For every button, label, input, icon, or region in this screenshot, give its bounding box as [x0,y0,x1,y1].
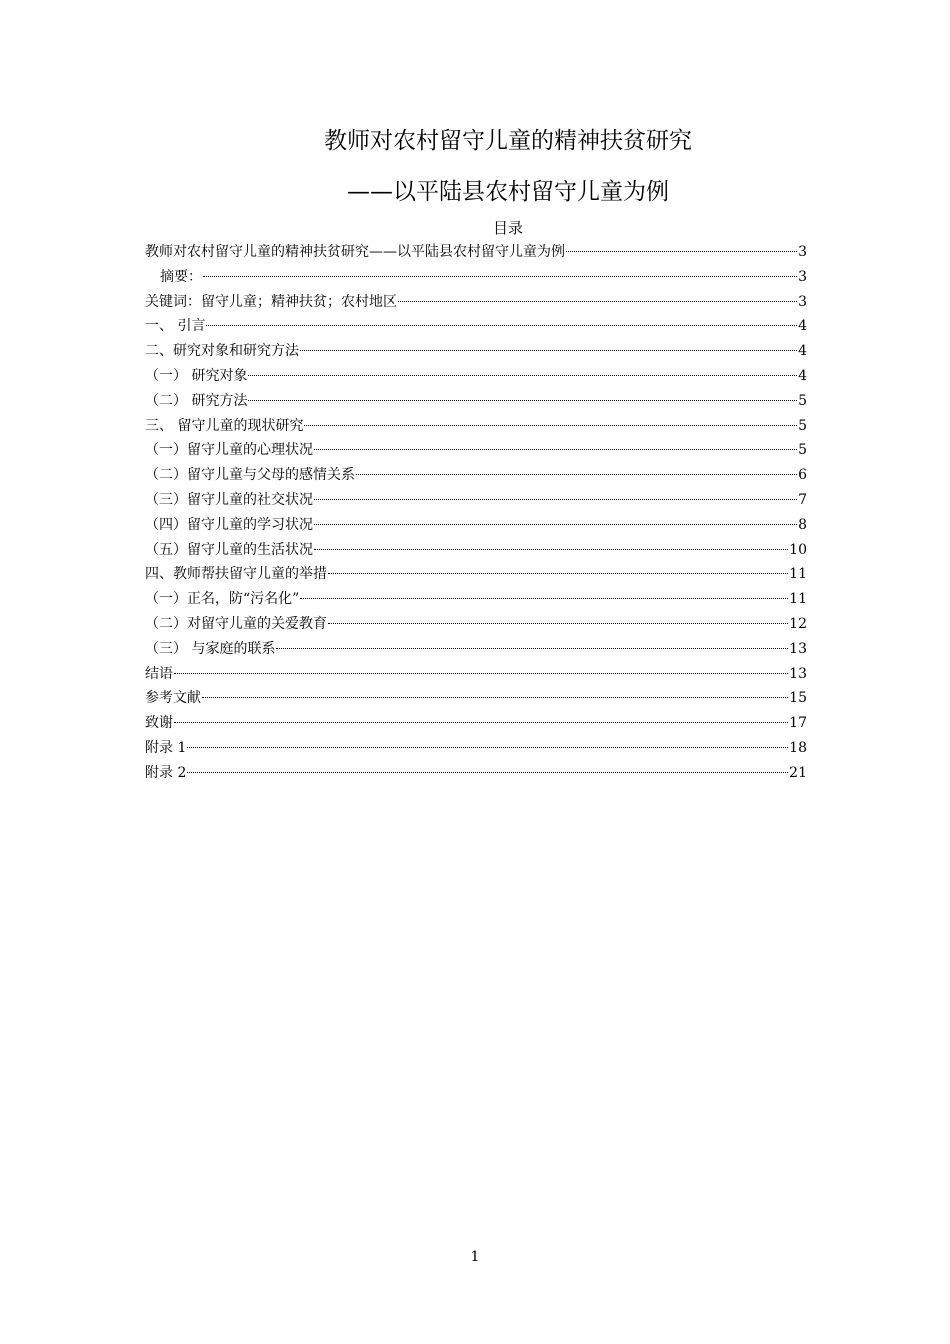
toc-dot-leader [300,598,788,599]
page-number: 1 [470,1249,480,1265]
document-title: 教师对农村留守儿童的精神扶贫研究 [324,128,692,154]
toc-dot-leader [314,499,797,500]
toc-entry-page: 13 [789,665,807,682]
toc-entry[interactable] [145,587,807,612]
document-subtitle: ——以平陆县农村留守儿童为例 [347,179,669,205]
toc-entry[interactable] [145,488,807,513]
toc-dot-leader [174,673,788,674]
toc-dot-leader [187,772,788,773]
toc-entry-page: 5 [798,442,807,459]
toc-entry-label: （一）留守儿童的心理状况 [145,442,313,459]
toc-entry-page: 4 [798,343,807,360]
toc-dot-leader [187,747,788,748]
table-of-contents [145,240,807,786]
toc-entry-label: 四、教师帮扶留守儿童的举措 [145,566,327,583]
toc-entry[interactable] [145,414,807,439]
toc-entry-page: 21 [789,764,807,781]
toc-entry-page: 7 [798,491,807,508]
toc-entry[interactable] [145,438,807,463]
toc-entry-page: 5 [798,417,807,434]
toc-entry-page: 11 [789,566,807,583]
toc-dot-leader [314,549,788,550]
toc-entry[interactable] [145,290,807,315]
toc-entry-page: 5 [798,392,807,409]
toc-entry-page: 3 [798,293,807,310]
toc-entry-label: 教师对农村留守儿童的精神扶贫研究——以平陆县农村留守儿童为例 [145,244,565,260]
toc-entry-label: 一、 引言 [145,318,206,335]
toc-dot-leader [248,400,797,401]
toc-entry-label: 结语 [145,665,173,682]
toc-heading: 目录 [492,219,523,237]
toc-dot-leader [203,276,797,277]
toc-entry-page: 8 [798,516,807,533]
toc-dot-leader [314,449,797,450]
toc-dot-leader [202,697,788,698]
toc-entry-label: 关键词：留守儿童；精神扶贫；农村地区 [145,293,397,310]
toc-dot-leader [276,648,788,649]
toc-entry[interactable] [145,711,807,736]
toc-entry-label: 二、研究对象和研究方法 [145,343,299,360]
toc-dot-leader [248,375,797,376]
toc-entry-label: （四）留守儿童的学习状况 [145,516,313,533]
toc-entry-label: 三、 留守儿童的现状研究 [145,417,304,434]
toc-entry[interactable] [145,736,807,761]
toc-entry-label: （三）留守儿童的社交状况 [145,491,313,508]
toc-entry-page: 15 [789,690,807,707]
toc-entry[interactable] [145,612,807,637]
toc-entry-label: 致谢 [145,715,173,732]
toc-entry[interactable] [145,314,807,339]
toc-entry[interactable] [145,339,807,364]
toc-entry-label: （一）正名，防“污名化” [145,591,300,608]
toc-dot-leader [398,301,797,302]
toc-entry-page: 4 [798,318,807,335]
toc-entry-page: 13 [789,640,807,657]
toc-entry-label: （三） 与家庭的联系 [145,640,276,657]
toc-entry-page: 11 [789,591,807,608]
toc-entry[interactable] [145,240,807,265]
toc-entry[interactable] [145,761,807,786]
toc-entry[interactable] [145,463,807,488]
toc-entry-page: 3 [798,244,807,260]
toc-entry-label: 附录 2 [145,764,187,781]
toc-dot-leader [314,524,797,525]
toc-dot-leader [304,425,797,426]
toc-entry-page: 4 [798,367,807,384]
toc-entry[interactable] [145,389,807,414]
toc-dot-leader [174,722,788,723]
toc-entry-label: （一） 研究对象 [145,367,248,384]
toc-entry[interactable] [145,364,807,389]
toc-entry[interactable] [145,538,807,563]
toc-entry-label: （二） 研究方法 [145,392,248,409]
toc-entry-page: 18 [789,739,807,756]
toc-entry-page: 6 [798,467,807,484]
toc-dot-leader [328,623,788,624]
toc-entry-label: （五）留守儿童的生活状况 [145,541,313,558]
toc-entry-page: 17 [789,715,807,732]
toc-dot-leader [356,474,797,475]
toc-entry[interactable] [145,686,807,711]
toc-dot-leader [300,350,797,351]
toc-entry-label: （二）对留守儿童的关爱教育 [145,615,327,632]
toc-entry-label: 附录 1 [145,739,187,756]
toc-entry-label: 参考文献 [145,690,201,707]
toc-entry-page: 12 [789,615,807,632]
toc-entry[interactable] [145,265,807,290]
toc-dot-leader [328,573,788,574]
toc-entry[interactable] [145,662,807,687]
toc-entry[interactable] [145,637,807,662]
toc-dot-leader [566,251,797,252]
toc-entry-label: （二）留守儿童与父母的感情关系 [145,467,355,484]
toc-entry-page: 10 [789,541,807,558]
toc-entry-label: 摘要： [160,268,202,285]
toc-dot-leader [206,325,797,326]
toc-entry[interactable] [145,562,807,587]
toc-entry-page: 3 [798,268,807,285]
toc-entry[interactable] [145,513,807,538]
